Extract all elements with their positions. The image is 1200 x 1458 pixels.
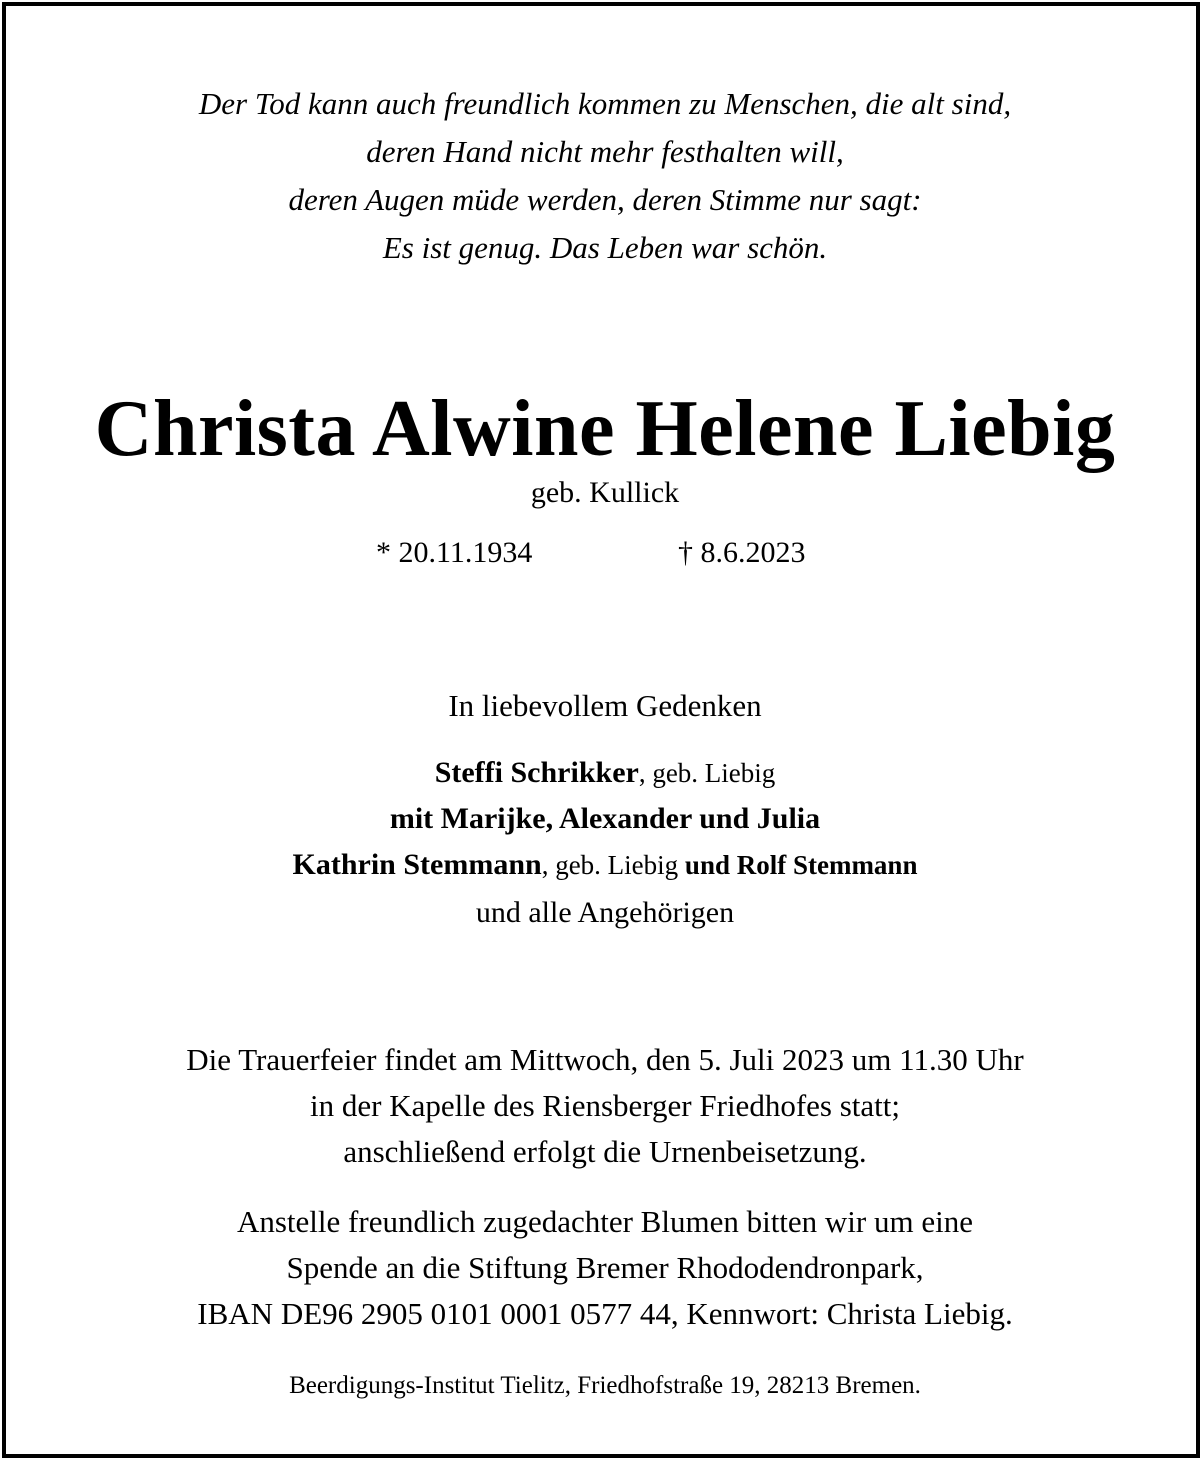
mourner-maiden-name-2: , geb. Liebig: [541, 850, 679, 880]
mourner-maiden-name: , geb. Liebig: [638, 758, 776, 788]
memorial-intro: In liebevollem Gedenken: [448, 688, 762, 723]
death-date: † 8.6.2023: [678, 536, 806, 569]
birth-name: geb. Kullick: [530, 476, 680, 509]
mourner-name-rolf: und Rolf Stemmann: [678, 850, 918, 880]
donation-line-3: IBAN DE96 2905 0101 0001 0577 44, Kennwort: Christa Liebig.: [197, 1296, 1013, 1331]
birth-date: * 20.11.1934: [376, 536, 533, 569]
poem-line-1: Der Tod kann auch freundlich kommen zu Menschen, die alt sind,: [198, 86, 1012, 121]
life-dates: [6, 536, 1200, 576]
mourner-line-4: und alle Angehörigen: [475, 896, 735, 929]
mourner-name-kathrin: Kathrin Stemmann: [292, 848, 542, 881]
funeral-home-footer: Beerdigungs-Institut Tielitz, Friedhofstraße 19, 28213 Bremen.: [289, 1372, 921, 1399]
mourner-line-2: [6, 802, 1200, 836]
grandchildren: mit Marijke, Alexander und Julia: [389, 802, 821, 835]
ceremony-line-2: in der Kapelle des Riensberger Friedhofes statt;: [310, 1088, 900, 1123]
donation-line-2: Spende an die Stiftung Bremer Rhododendronpark,: [286, 1250, 924, 1285]
obituary-frame: [2, 2, 1200, 1458]
mourner-name-steffi: Steffi Schrikker: [434, 756, 639, 789]
poem-line-3: deren Augen müde werden, deren Stimme nur sagt:: [288, 182, 922, 217]
donation-line-1: Anstelle freundlich zugedachter Blumen bitten wir um eine: [236, 1204, 973, 1239]
mourner-line-3: [6, 848, 1200, 882]
ceremony-line-1: Die Trauerfeier findet am Mittwoch, den 5. Juli 2023 um 11.30 Uhr: [186, 1042, 1024, 1077]
ceremony-line-3: anschließend erfolgt die Urnenbeisetzung.: [343, 1134, 867, 1169]
mourner-line-1: [6, 756, 1200, 790]
deceased-name: Christa Alwine Helene Liebig: [94, 385, 1116, 473]
poem-line-4: Es ist genug. Das Leben war schön.: [382, 230, 828, 265]
poem-line-2: deren Hand nicht mehr festhalten will,: [366, 134, 844, 169]
